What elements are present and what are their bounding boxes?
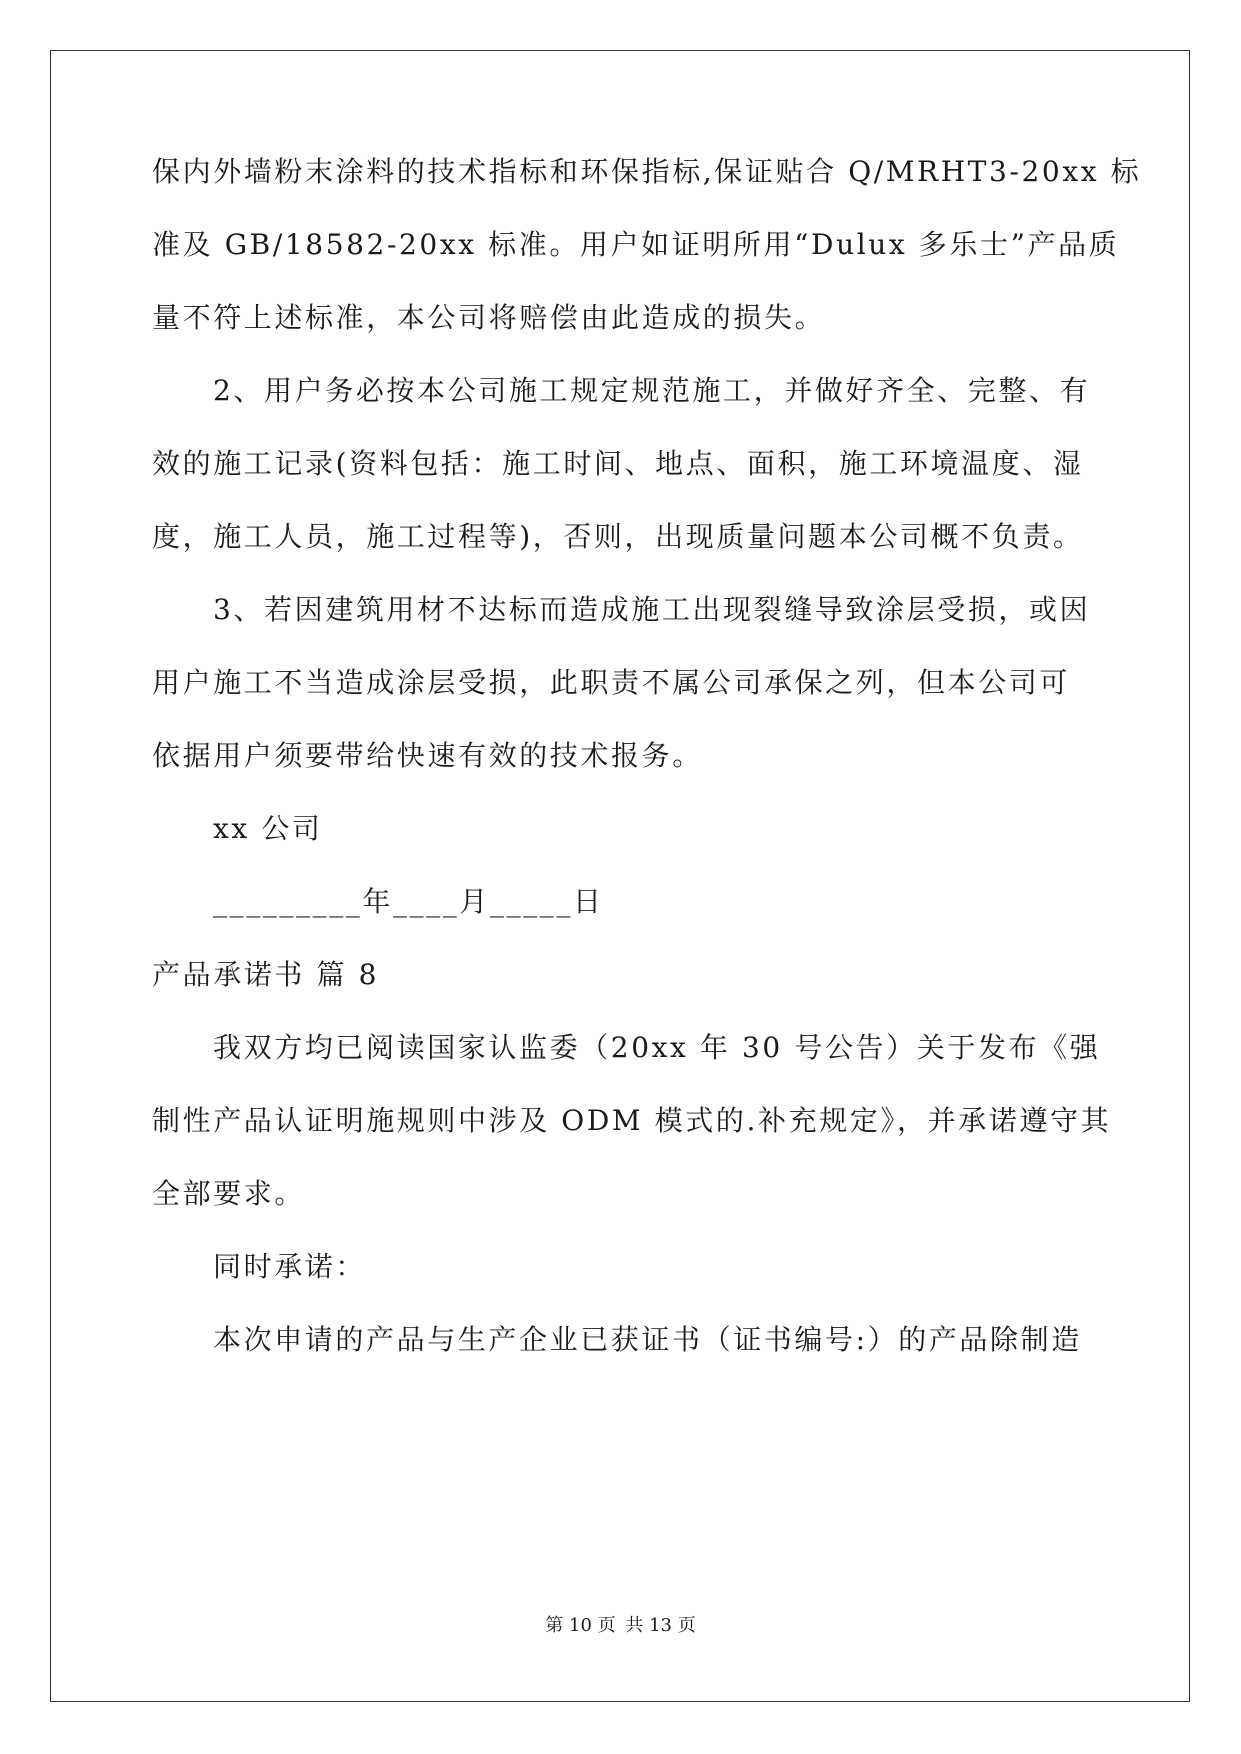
section-heading: 产品承诺书 篇 8 bbox=[152, 958, 380, 991]
page-number: 第 10 页 bbox=[545, 1615, 616, 1636]
page-total: 共 13 页 bbox=[625, 1615, 696, 1636]
body-line-9: 依据用户须要带给快速有效的技术报务。 bbox=[152, 739, 703, 772]
body-line-15: 全部要求。 bbox=[152, 1177, 306, 1210]
body-line-4: 2、用户务必按本公司施工规定规范施工，并做好齐全、完整、有 bbox=[213, 374, 1091, 407]
body-line-3: 量不符上述标准，本公司将赔偿由此造成的损失。 bbox=[152, 301, 826, 334]
body-line-8: 用户施工不当造成涂层受损，此职责不属公司承保之列，但本公司可 bbox=[152, 666, 1071, 699]
body-line-17: 本次申请的产品与生产企业已获证书（证书编号:）的产品除制造 bbox=[213, 1323, 1082, 1356]
body-line-6: 度，施工人员，施工过程等)，否则，出现质量问题本公司概不负责。 bbox=[152, 520, 1084, 553]
body-line-5: 效的施工记录(资料包括：施工时间、地点、面积，施工环境温度、湿 bbox=[152, 447, 1084, 480]
body-line-16: 同时承诺： bbox=[213, 1250, 367, 1283]
page-footer bbox=[0, 1614, 1241, 1638]
body-line-13: 我双方均已阅读国家认监委（20xx 年 30 号公告）关于发布《强 bbox=[213, 1031, 1101, 1064]
body-line-14: 制性产品认证明施规则中涉及 ODM 模式的.补充规定》，并承诺遵守其 bbox=[152, 1104, 1112, 1137]
date-line: _________年____月_____日 bbox=[213, 885, 604, 918]
body-line-1: 保内外墙粉末涂料的技术指标和环保指标,保证贴合 Q/MRHT3-20xx 标 bbox=[152, 155, 1142, 188]
company-signature: xx 公司 bbox=[213, 812, 323, 845]
body-line-7: 3、若因建筑用材不达标而造成施工出现裂缝导致涂层受损，或因 bbox=[213, 593, 1091, 626]
body-line-2: 准及 GB/18582-20xx 标准。用户如证明所用“Dulux 多乐士”产品质 bbox=[152, 228, 1120, 261]
